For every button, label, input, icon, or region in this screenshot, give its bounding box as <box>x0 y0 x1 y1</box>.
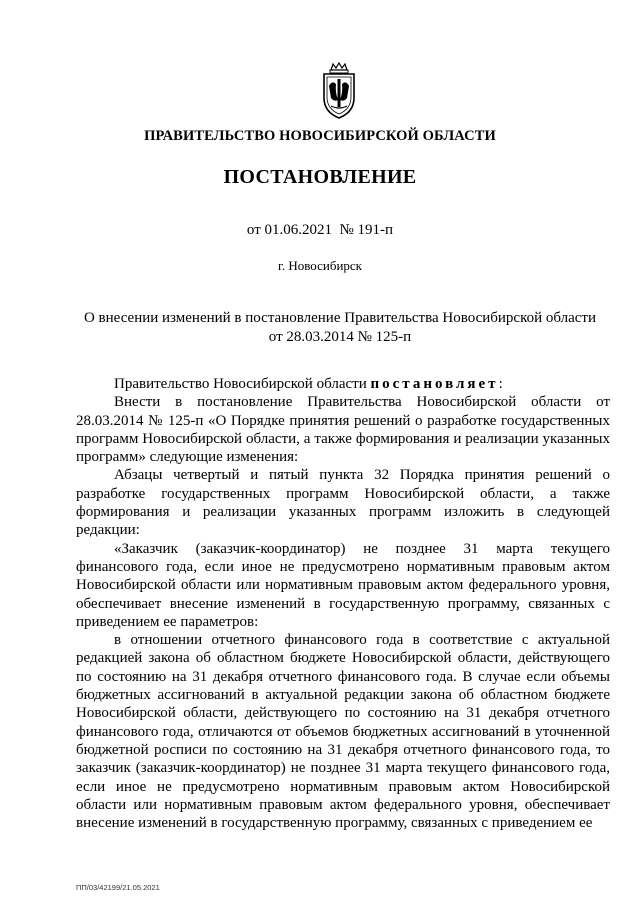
document-date-number: от 01.06.2021 № 191-п <box>246 222 394 238</box>
paragraph-4: в отношении отчетного финансового года в соответствие с актуальной редакцией закона об областном бюджете Новосибирской области, действующего по состоянию на 31 декабря отчетного финансового года. В случае если объемы бюджетных ассигнований в актуальной редакции закона об областном бюджете Новосибирской области, действующего по состоянию на 31 декабря отчетного финансового года, отличаются от объемов бюджетных ассигнований в уточненной бюджетной росписи по состоянию на 31 декабря отчетного финансового года, то заказчик (заказчик-координатор) не позднее 31 марта текущего финансового года, если иное не предусмотрено нормативным правовым актом Новосибирской области или нормативным правовым актом федерального уровня, обеспечивает внесение изменений в государственную программу, связанных с приведением ее <box>76 632 610 832</box>
coat-of-arms-icon <box>318 62 360 120</box>
document-type: ПОСТАНОВЛЕНИЕ <box>223 166 417 188</box>
government-title: ПРАВИТЕЛЬСТВО НОВОСИБИРСКОЙ ОБЛАСТИ <box>144 128 496 144</box>
paragraph-2: Абзацы четвертый и пятый пункта 32 Порядка принятия решений о разработке государственных программ Новосибирской области, а также формирования и реализации указанных программ изложить в следующей редакции: <box>76 467 610 539</box>
paragraph-3: «Заказчик (заказчик-координатор) не позднее 31 марта текущего финансового года, если иное не предусмотрено нормативным правовым актом Новосибирской области или нормативным правовым актом федерального уровня, обеспечивает внесение изменений в государственную программу, связанных с приведением ее параметров: <box>76 540 610 630</box>
intro-paragraph <box>76 375 610 393</box>
intro-prefix: Правительство Новосибирской области <box>114 376 371 392</box>
subject-line-2: от 28.03.2014 № 125-п <box>268 328 412 345</box>
paragraph-1: Внести в постановление Правительства Новосибирской области от 28.03.2014 № 125-п «О Порядке принятия решений о разработке государственных программ Новосибирской области, а также формирования и реализации указанных программ» следующие изменения: <box>76 394 610 466</box>
intro-decree-word: постановляет <box>370 376 499 392</box>
document-body <box>76 375 610 832</box>
subject-line-1: О внесении изменений в постановление Правительства Новосибирской области <box>83 310 597 326</box>
document-subject <box>60 309 620 346</box>
document-city: г. Новосибирск <box>277 258 362 273</box>
intro-suffix: : <box>498 376 503 392</box>
footer-document-code: ПП/03/42199/21.05.2021 <box>76 883 160 892</box>
